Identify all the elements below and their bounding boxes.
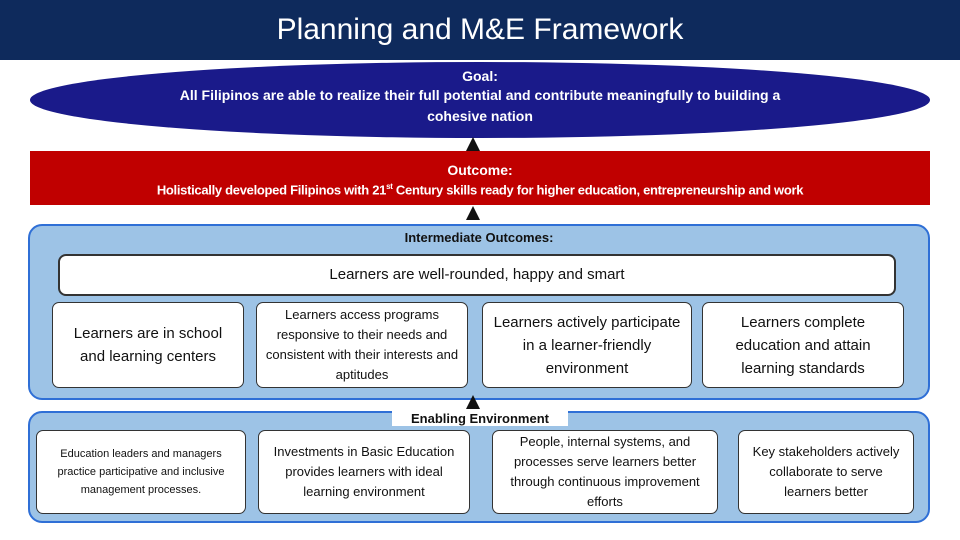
enabling-item-1: Education leaders and managers practice participative and inclusive management processes.: [36, 430, 246, 514]
enabling-item-2: Investments in Basic Education provides learners with ideal learning environment: [258, 430, 470, 514]
page-title: Planning and M&E Framework: [0, 0, 960, 60]
outcome-arrow-icon: [466, 206, 480, 220]
intermediate-outcomes-label: Intermediate Outcomes:: [404, 230, 554, 245]
goal-label: Goal:: [462, 68, 498, 84]
outcome-band: [30, 151, 930, 205]
enabling-item-3: People, internal systems, and processes serve learners better through continuous improvement efforts: [492, 430, 718, 514]
outcome-text-start: Holistically developed Filipinos with 21: [156, 182, 387, 198]
outcome-text: [30, 182, 930, 197]
intermediate-outcome-4: Learners complete education and attain learning standards: [702, 302, 904, 388]
intermediate-headline-box: Learners are well-rounded, happy and smart: [58, 254, 896, 296]
enabling-environment-label: Enabling Environment: [392, 411, 568, 426]
outcome-superscript: st: [386, 182, 393, 191]
intermediate-outcome-2: Learners access programs responsive to their needs and consistent with their interests and aptitudes: [256, 302, 468, 388]
goal-text: All Filipinos are able to realize their full potential and contribute meaningfully to building a cohesive nation: [179, 87, 781, 124]
outcome-text-end: Century skills ready for higher education, entrepreneurship and work: [392, 182, 804, 198]
goal-arrow-icon: [466, 137, 480, 151]
intermediate-outcome-1: Learners are in school and learning centers: [52, 302, 244, 388]
intermediate-outcome-3: Learners actively participate in a learner-friendly environment: [482, 302, 692, 388]
outcome-label: Outcome:: [447, 162, 513, 178]
enabling-item-4: Key stakeholders actively collaborate to serve learners better: [738, 430, 914, 514]
goal-ellipse: [30, 62, 930, 138]
enabling-arrow-icon: [466, 395, 480, 409]
